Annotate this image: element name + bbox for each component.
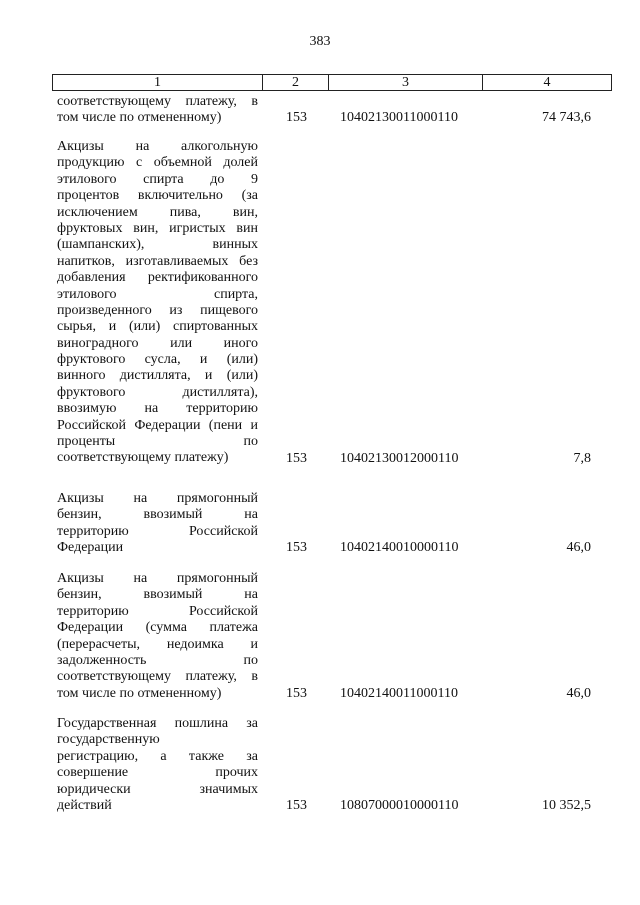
row-amount: 74 743,6: [542, 110, 591, 126]
description-line: Российской Федерации (пени и: [57, 417, 258, 433]
description-line: территорию Российской: [57, 523, 258, 539]
description-line: этилового спирта до 9: [57, 171, 258, 187]
description-line: продукцию с объемной долей: [57, 155, 258, 171]
page-number: 383: [309, 34, 331, 49]
description-line: фруктового сусла, и (или): [57, 352, 258, 368]
row-description: [57, 716, 258, 814]
row-code-col3: 10402140011000110: [340, 685, 458, 701]
description-line: юридически значимых: [57, 781, 258, 797]
description-line: Акцизы на прямогонный: [57, 491, 258, 506]
description-line: винного дистиллята, и (или): [57, 368, 258, 384]
description-line: напитков, изготавливаемых без: [57, 253, 258, 269]
description-line: исключением пива, вин,: [57, 204, 258, 220]
description-line: процентов включительно (за: [57, 188, 258, 204]
description-line: произведенного из пищевого: [57, 302, 258, 318]
header-cell-1: 1: [53, 75, 263, 90]
description-line: (шампанских), винных: [57, 237, 258, 253]
description-line: проценты по: [57, 434, 258, 450]
row-description: [57, 139, 258, 467]
description-line: бензин, ввозимый на: [57, 507, 258, 523]
row-amount: 46,0: [566, 540, 591, 556]
row-code-col2: 153: [286, 685, 307, 701]
description-line: ввозимую на территорию: [57, 401, 258, 417]
row-code-col2: 153: [286, 798, 307, 813]
description-line: виноградного или иного: [57, 335, 258, 351]
description-line: том числе по отмененному): [57, 110, 222, 126]
row-code-col2: 153: [286, 110, 307, 126]
header-cell-2: 2: [263, 75, 329, 90]
row-description: [57, 571, 258, 702]
description-line: действий: [57, 797, 112, 813]
description-line: этилового спирта,: [57, 286, 258, 302]
description-line: территорию Российской: [57, 603, 258, 619]
row-description: [57, 491, 258, 557]
row-code-col3: 10807000010000110: [340, 798, 459, 813]
description-line: фруктового дистиллята),: [57, 384, 258, 400]
description-line: сырья, и (или) спиртованных: [57, 319, 258, 335]
header-cell-4: 4: [543, 75, 551, 90]
description-line: Государственная пошлина за: [57, 716, 258, 731]
description-line: задолженность по: [57, 652, 258, 668]
row-amount: 46,0: [566, 685, 591, 701]
row-description: [57, 94, 258, 127]
row-code-col2: 153: [286, 450, 307, 466]
description-line: Федерации: [57, 540, 124, 556]
description-line: соответствующему платежу): [57, 450, 229, 466]
description-line: государственную: [57, 732, 160, 748]
description-line: бензин, ввозимый на: [57, 587, 258, 603]
description-line: регистрацию, а также за: [57, 748, 258, 764]
table-header: [52, 74, 612, 91]
description-line: фруктовых вин, игристых вин: [57, 220, 258, 236]
description-line: соответствующему платежу, в: [57, 94, 258, 109]
row-amount: 7,8: [573, 450, 591, 466]
description-line: Федерации (сумма платежа: [57, 620, 258, 636]
description-line: том числе по отмененному): [57, 685, 222, 701]
description-line: совершение прочих: [57, 765, 258, 781]
description-line: Акцизы на алкогольную: [57, 139, 258, 154]
description-line: добавления ректификованного: [57, 270, 258, 286]
row-code-col3: 10402130012000110: [340, 450, 459, 466]
row-code-col3: 10402130011000110: [340, 110, 458, 126]
header-cell-3: 3: [329, 75, 483, 90]
description-line: Акцизы на прямогонный: [57, 571, 258, 586]
row-code-col3: 10402140010000110: [340, 540, 459, 556]
description-line: соответствующему платежу, в: [57, 669, 258, 685]
description-line: (перерасчеты, недоимка и: [57, 636, 258, 652]
row-amount: 10 352,5: [542, 798, 591, 813]
row-code-col2: 153: [286, 540, 307, 556]
